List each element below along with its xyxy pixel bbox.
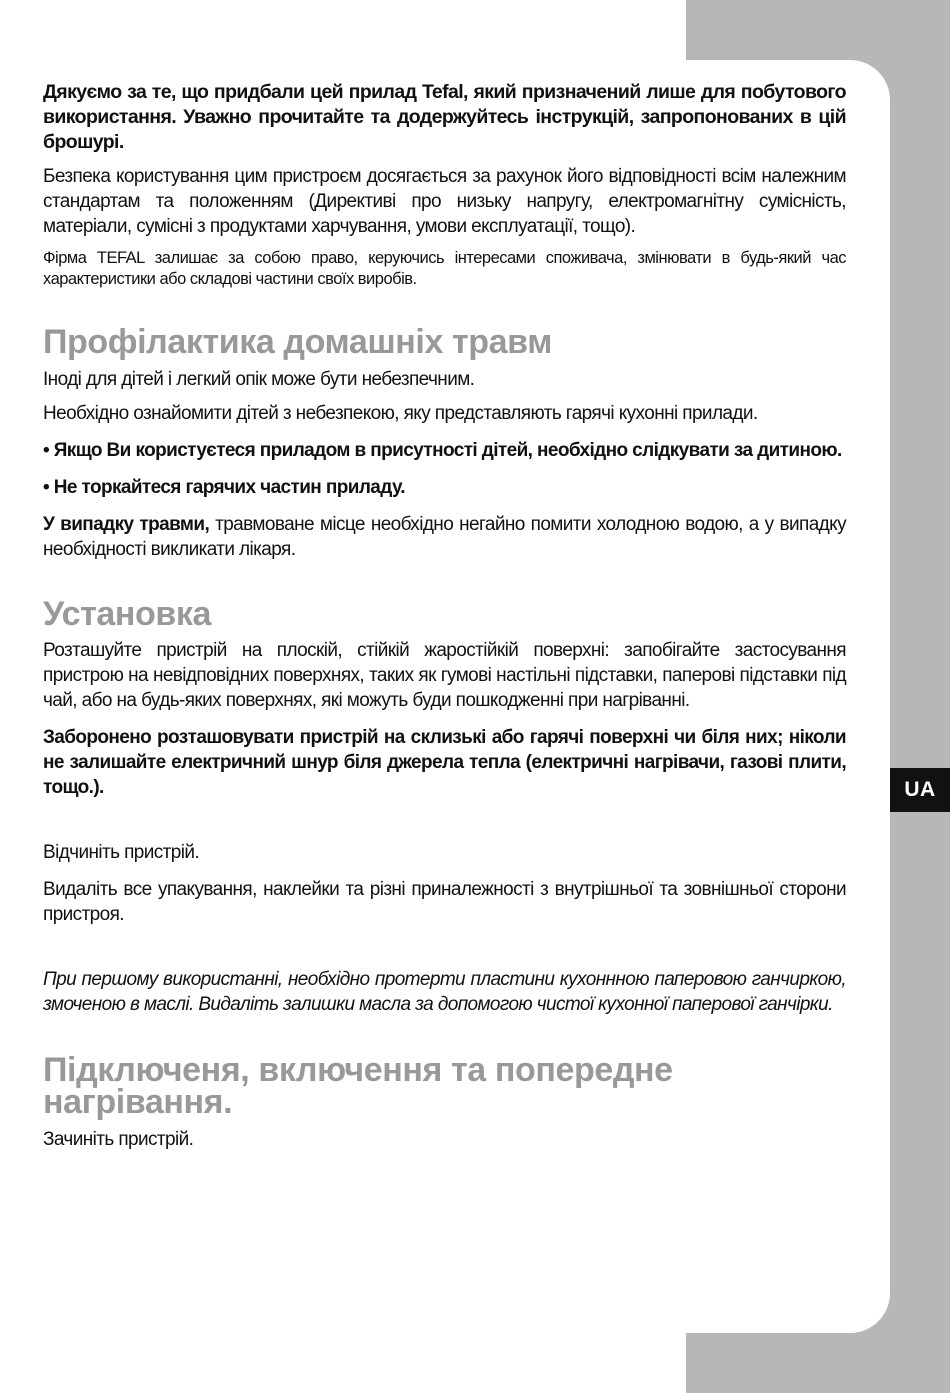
intro-bold-paragraph: Дякуємо за те, що придбали цей прилад Tefal, який призначений лише для побутового використання. Уважно прочитайте та додержуйтесь інструкцій, запропонованих в цій брошурі. xyxy=(43,81,846,153)
injury-paragraph-1: Іноді для дітей і легкий опік може бути небезпечним. xyxy=(43,369,475,390)
section-title-installation: Установка xyxy=(43,595,212,633)
install-remove-packaging-paragraph: Видаліть все упакування, наклейки та різні приналежності з внутрішньої та зовнішньої сторони пристроя. xyxy=(43,879,846,925)
document-content xyxy=(43,80,846,1152)
intro-rights-paragraph: Фірма TEFAL залишає за собою право, керуючись інтересами споживача, змінювати в будь-який час характеристики або складові частини своїх виробів. xyxy=(43,249,846,288)
intro-safety-paragraph: Безпека користування цим пристроєм досягається за рахунок його відповідності всім належним стандартам та положенням (Директиві про низьку напругу, електромагнітну сумісність, матеріали, сумісні з продуктами харчування, умови експлуатації, тощо). xyxy=(43,166,846,237)
section-title-connection: Підключеня, включення та попередне нагрівання. xyxy=(43,1051,673,1121)
language-tab: UA xyxy=(890,768,950,812)
injury-first-aid-text: травмоване місце необхідно негайно помити холодною водою, а у випадку необхідності викликати лікаря. xyxy=(43,514,846,560)
install-warning-paragraph: Заборонено розташовувати пристрій на склизькі або гарячі поверхні чи біля них; ніколи не залишайте електричний шнур біля джерела тепла (електричні нагрівачи, газові плити, тощо.). xyxy=(43,727,846,798)
install-first-use-paragraph: При першому використанні, необхідно протерти пластини кухоннною паперовою ганчиркою, змоченою в маслі. Видаліть залишки масла за допомогою чистої кухонної паперової ганчірки. xyxy=(43,969,846,1015)
injury-paragraph-2: Необхідно ознайомити дітей з небезпекою, яку представляють гарячі кухонні прилади. xyxy=(43,403,758,424)
injury-bullet-1: • Якщо Ви користуєтеся приладом в присутності дітей, необхідно слідкувати за дитиною. xyxy=(43,440,842,461)
install-paragraph-1: Розташуйте пристрій на плоскій, стійкій жаростійкій поверхні: запобігайте застосування пристрою на невідповідних поверхнях, таких як гумові настільні підставки, паперові підставки під чай, або на будь-яких поверхнях, які можуть буди пошкодженні при нагріванні. xyxy=(43,640,846,711)
injury-first-aid-lead: У випадку травми, xyxy=(43,514,210,535)
install-open-paragraph: Відчиніть пристрій. xyxy=(43,842,200,863)
injury-bullet-2: • Не торкайтеся гарячих частин приладу. xyxy=(43,477,405,498)
injury-first-aid-paragraph xyxy=(43,512,846,562)
connect-close-paragraph: Зачиніть пристрій. xyxy=(43,1129,194,1150)
section-title-injury-prevention: Профілактика домашніх травм xyxy=(43,323,552,361)
